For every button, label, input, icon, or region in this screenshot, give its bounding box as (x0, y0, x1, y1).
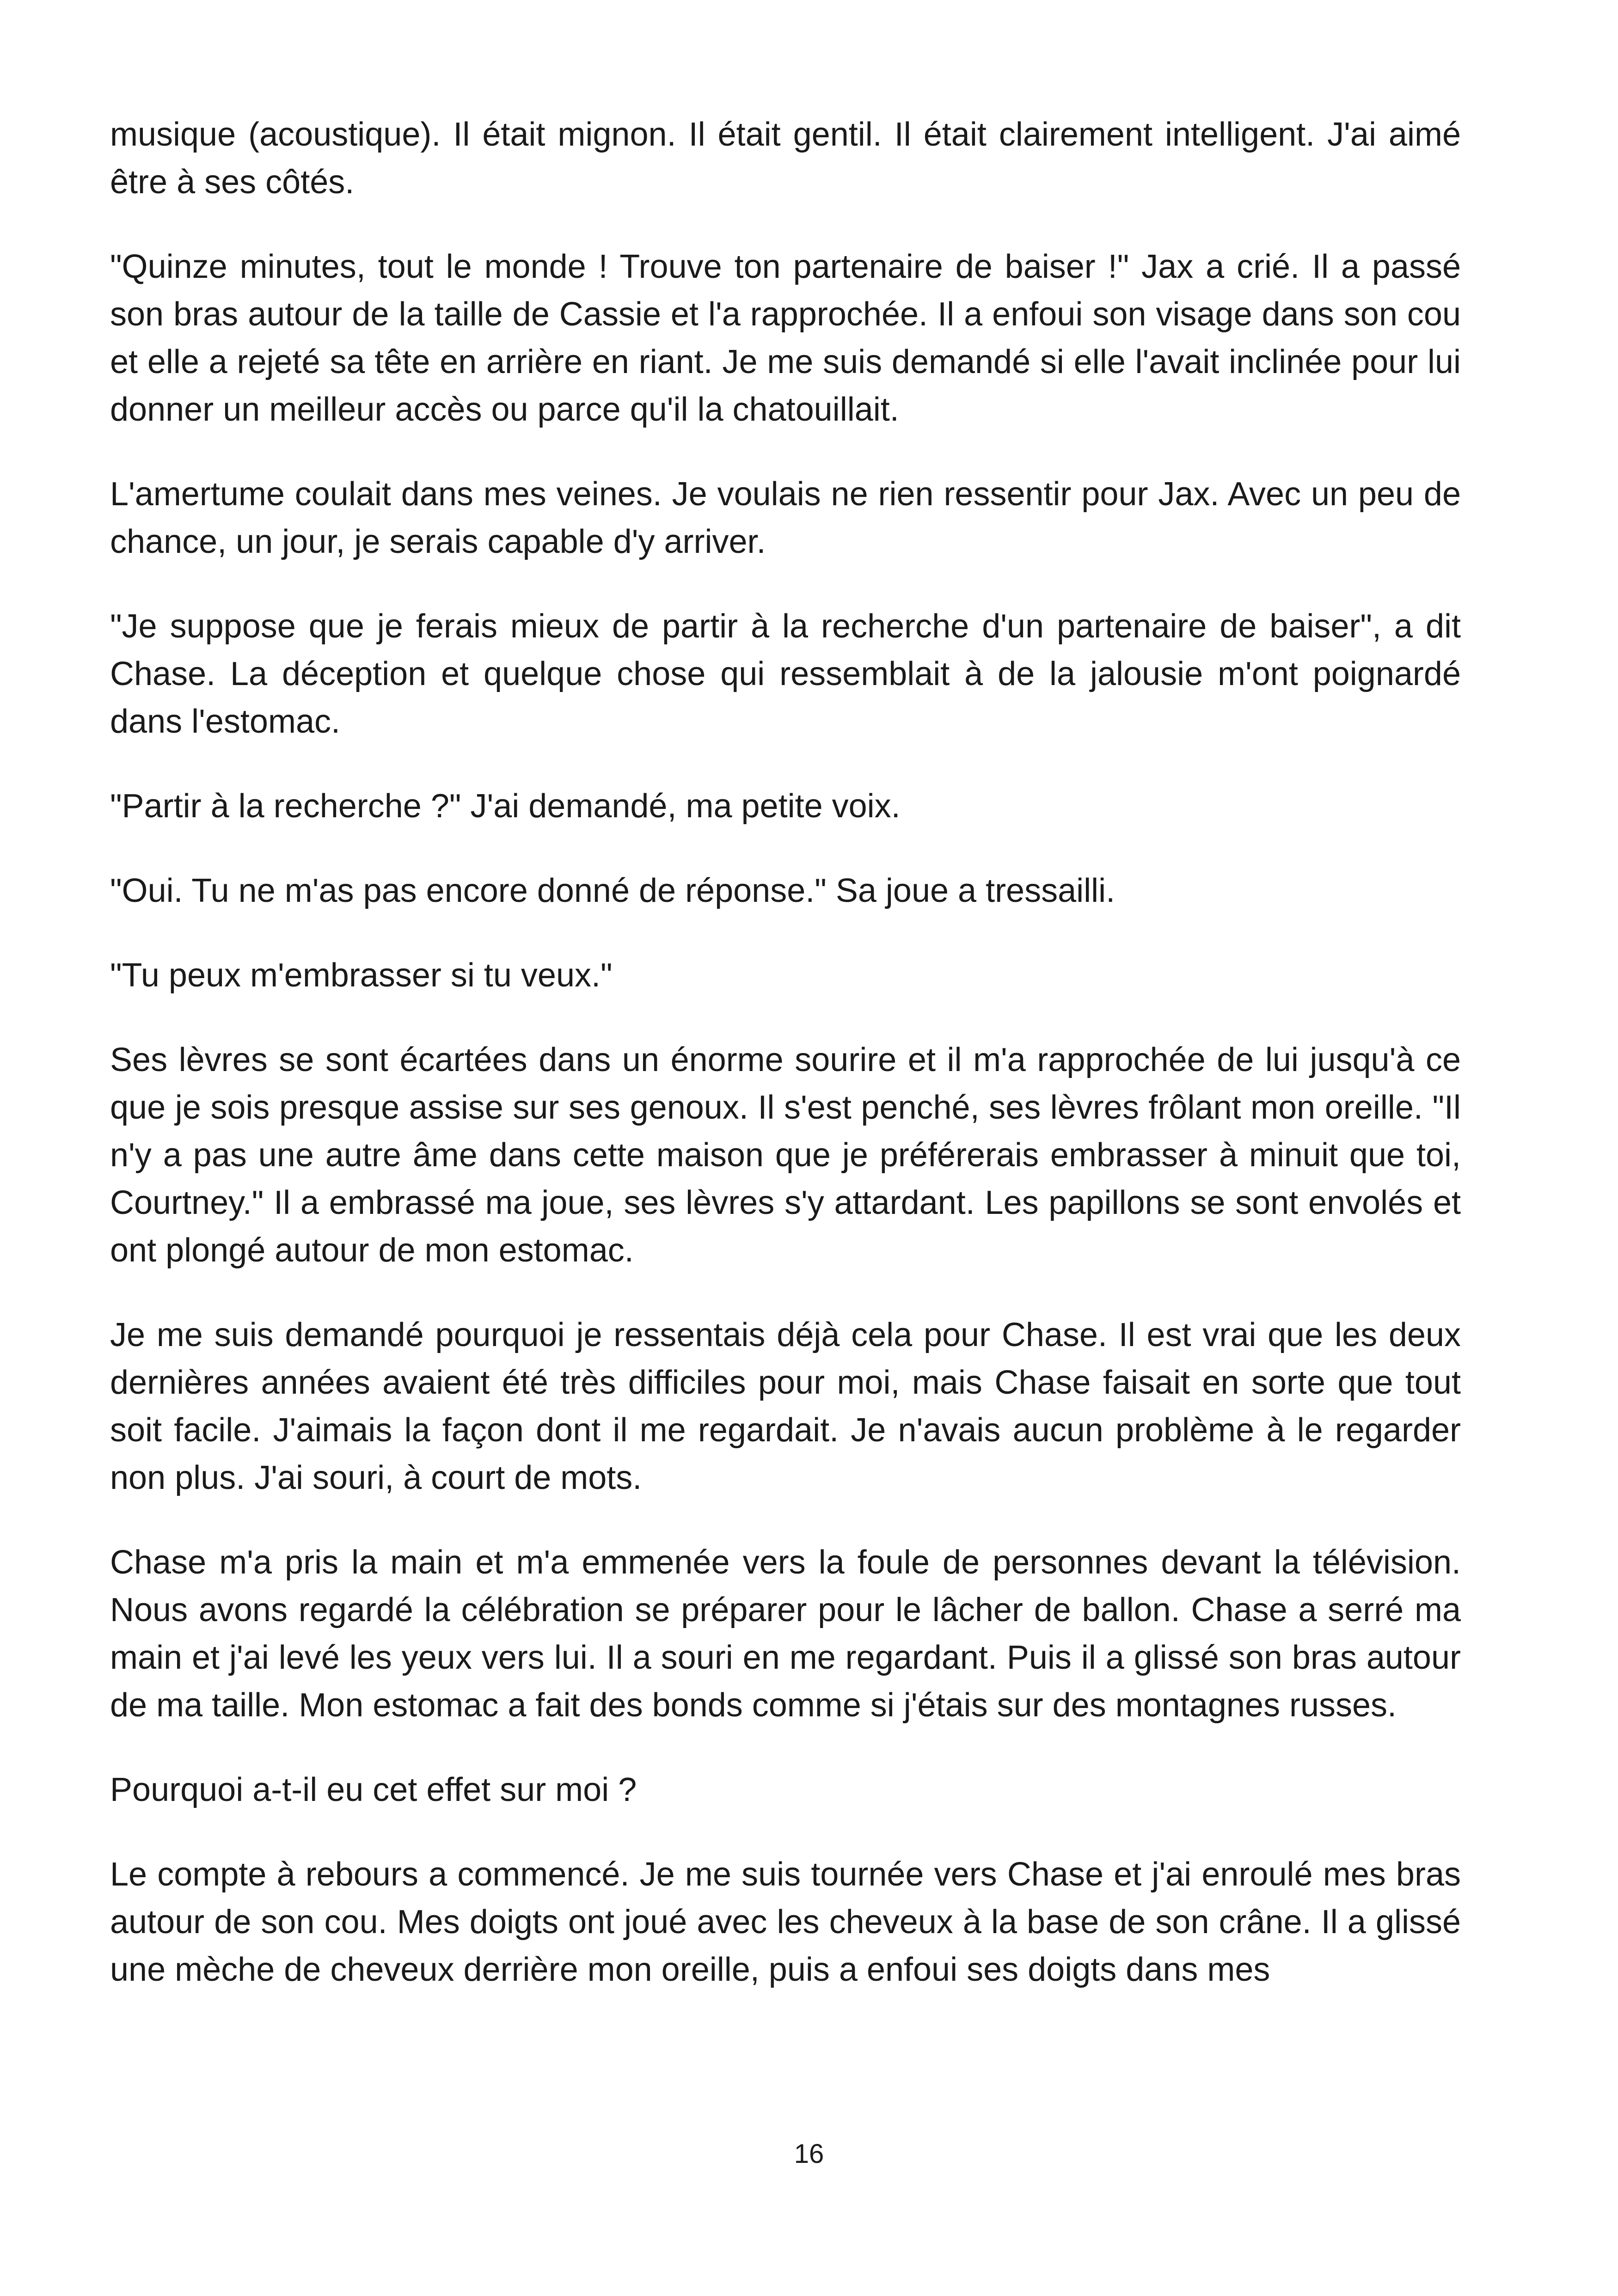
paragraph: "Oui. Tu ne m'as pas encore donné de réponse." Sa joue a tressailli. (110, 872, 1115, 909)
paragraph: "Partir à la recherche ?" J'ai demandé, ma petite voix. (110, 788, 901, 825)
paragraph: Je me suis demandé pourquoi je ressentais déjà cela pour Chase. Il est vrai que les deux dernières années avaient été très difficiles pour moi, mais Chase faisait en sorte que tout soit facile. J'aimais la façon dont il me regardait. Je n'avais aucun problème à le regarder non plus. J'ai souri, à court de mots. (110, 1316, 1461, 1496)
paragraph: Chase m'a pris la main et m'a emmenée vers la foule de personnes devant la télévision. Nous avons regardé la célébration se préparer pour le lâcher de ballon. Chase a serré ma main et j'ai levé les yeux vers lui. Il a souri en me regardant. Puis il a glissé son bras autour de ma taille. Mon estomac a fait des bonds comme si j'étais sur des montagnes russes. (110, 1544, 1461, 1724)
paragraph: "Tu peux m'embrasser si tu veux." (110, 957, 613, 994)
paragraph: musique (acoustique). Il était mignon. Il était gentil. Il était clairement intelligent. J'ai aimé être à ses côtés. (110, 116, 1461, 201)
paragraph: Pourquoi a-t-il eu cet effet sur moi ? (110, 1771, 637, 1808)
paragraph: "Je suppose que je ferais mieux de partir à la recherche d'un partenaire de baiser", a dit Chase. La déception et quelque chose qui ressemblait à de la jalousie m'ont poignardé dans l'estomac. (110, 608, 1461, 740)
paragraph: L'amertume coulait dans mes veines. Je voulais ne rien ressentir pour Jax. Avec un peu de chance, un jour, je serais capable d'y arriver. (110, 476, 1461, 560)
paragraph: Le compte à rebours a commencé. Je me suis tournée vers Chase et j'ai enroulé mes bras autour de son cou. Mes doigts ont joué avec les cheveux à la base de son crâne. Il a glissé une mèche de cheveux derrière mon oreille, puis a enfoui ses doigts dans mes (110, 1856, 1461, 1988)
paragraph: "Quinze minutes, tout le monde ! Trouve ton partenaire de baiser !" Jax a crié. Il a passé son bras autour de la taille de Cassie et l'a rapprochée. Il a enfoui son visage dans son cou et elle a rejeté sa tête en arrière en riant. Je me suis demandé si elle l'avait inclinée pour lui donner un meilleur accès ou parce qu'il la chatouillait. (110, 248, 1461, 428)
page-number: 16 (794, 2139, 824, 2169)
paragraph: Ses lèvres se sont écartées dans un énorme sourire et il m'a rapprochée de lui jusqu'à ce que je sois presque assise sur ses genoux. Il s'est penché, ses lèvres frôlant mon oreille. "Il n'y a pas une autre âme dans cette maison que je préférerais embrasser à minuit que toi, Courtney." Il a embrassé ma joue, ses lèvres s'y attardant. Les papillons se sont envolés et ont plongé autour de mon estomac. (110, 1041, 1461, 1269)
body-text (110, 111, 1461, 2031)
